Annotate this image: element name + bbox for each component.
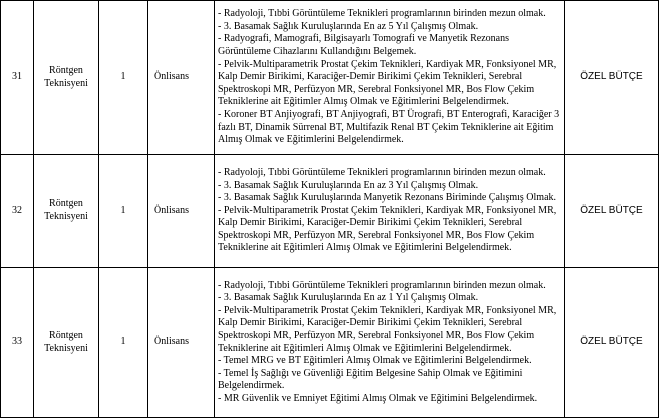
table-row (1, 268, 659, 418)
requirement-item: - 3. Basamak Sağlık Kuruluşlarında En az 5 Yıl Çalışmış Olmak. (218, 20, 479, 32)
requirement-item: - Radyoloji, Tıbbi Görüntüleme Teknikleri programlarının birinden mezun olmak. (218, 279, 546, 291)
budget-type: ÖZEL BÜTÇE (565, 1, 659, 155)
requirement-item: - 3. Basamak Sağlık Kuruluşlarında En az 3 Yıl Çalışmış Olmak. (218, 179, 479, 191)
requirement-item: - Temel İş Sağlığı ve Güvenliği Eğitim Belgesine Sahip Olmak ve Eğitimini Belgelendirmek. (218, 367, 523, 392)
row-number: 31 (1, 1, 34, 155)
requirements-cell (215, 1, 565, 155)
requirement-item: - 3. Basamak Sağlık Kuruluşlarında En az 1 Yıl Çalışmış Olmak. (218, 292, 479, 304)
education-level: Önlisans (148, 1, 215, 155)
requirement-item: - Pelvik-Multiparametrik Prostat Çekim Teknikleri, Kardiyak MR, Fonksiyonel MR, Kalp Demir Birikimi, Karaciğer-Demir Birikimi Çekim Teknikleri, Serebral Spektroskopi MR, Perfüzyon MR, Serebral Fonksiyonel MR, Bos Flow Çekim Tekniklerine ait Eğitimleri Almış Olmak ve Eğitimlerini Belgelendirmek. (218, 304, 557, 354)
requirement-item: - Radyoloji, Tıbbi Görüntüleme Teknikleri programlarının birinden mezun olmak. (218, 166, 546, 178)
requirement-item: - Temel MRG ve BT Eğitimleri Almış Olmak ve Eğitimlerini Belgelendirmek. (218, 355, 532, 367)
requirement-item: - Pelvik-Multiparametrik Prostat Çekim Teknikleri, Kardiyak MR, Fonksiyonel MR, Kalp Demir Birikimi, Karaciğer-Demir Birikimi Çekim Teknikleri, Serebral Spektroskopi MR, Perfüzyon MR, Serebral Fonksiyonel MR, Bos Flow Çekim Tekniklerine ait Eğitimler Almış Olmak ve Eğitimlerini Belgelendirmek. (218, 58, 557, 108)
budget-type: ÖZEL BÜTÇE (565, 268, 659, 418)
requirements-cell (215, 268, 565, 418)
position-count: 1 (99, 1, 148, 155)
requirement-item: - Radyoloji, Tıbbi Görüntüleme Teknikleri programlarının birinden mezun olmak. (218, 8, 546, 20)
row-number: 32 (1, 155, 34, 268)
position-title: Röntgen Teknisyeni (34, 155, 99, 268)
table-row (1, 155, 659, 268)
education-level: Önlisans (148, 268, 215, 418)
requirement-item: - Koroner BT Anjiyografi, BT Anjiyografi, BT Ürografi, BT Enterografi, Karaciğer 3 fazlı BT, Dinamik Sürrenal BT, Multifazik Renal BT Çekim Tekniklerine ait Eğitim Almış Olmak ve Eğitimlerini Belgelendirmek. (218, 108, 560, 146)
position-title: Röntgen Teknisyeni (34, 1, 99, 155)
position-count: 1 (99, 155, 148, 268)
position-count: 1 (99, 268, 148, 418)
requirement-item: - 3. Basamak Sağlık Kuruluşlarında Manyetik Rezonans Biriminde Çalışmış Olmak. (218, 192, 557, 204)
education-level: Önlisans (148, 155, 215, 268)
requirement-item: - Radyografi, Mamografi, Bilgisayarlı Tomografi ve Manyetik Rezonans Görüntüleme Cihazlarını Kullandığını Belgemek. (218, 33, 509, 58)
requirement-item: - Pelvik-Multiparametrik Prostat Çekim Teknikleri, Kardiyak MR, Fonksiyonel MR, Kalp Demir Birikimi, Karaciğer-Demir Birikimi Çekim Teknikleri, Serebral Spektroskopi MR, Perfüzyon MR, Serebral Fonksiyonel MR, Bos Flow Çekim Tekniklerine ait Eğitimleri Almış Olmak ve Eğitimlerini Belgelendirmek. (218, 204, 557, 254)
requirements-cell (215, 155, 565, 268)
budget-type: ÖZEL BÜTÇE (565, 155, 659, 268)
requirement-item: - MR Güvenlik ve Emniyet Eğitimi Almış Olmak ve Eğitimini Belgelendirmek. (218, 392, 538, 404)
table-row (1, 1, 659, 155)
position-title: Röntgen Teknisyeni (34, 268, 99, 418)
row-number: 33 (1, 268, 34, 418)
